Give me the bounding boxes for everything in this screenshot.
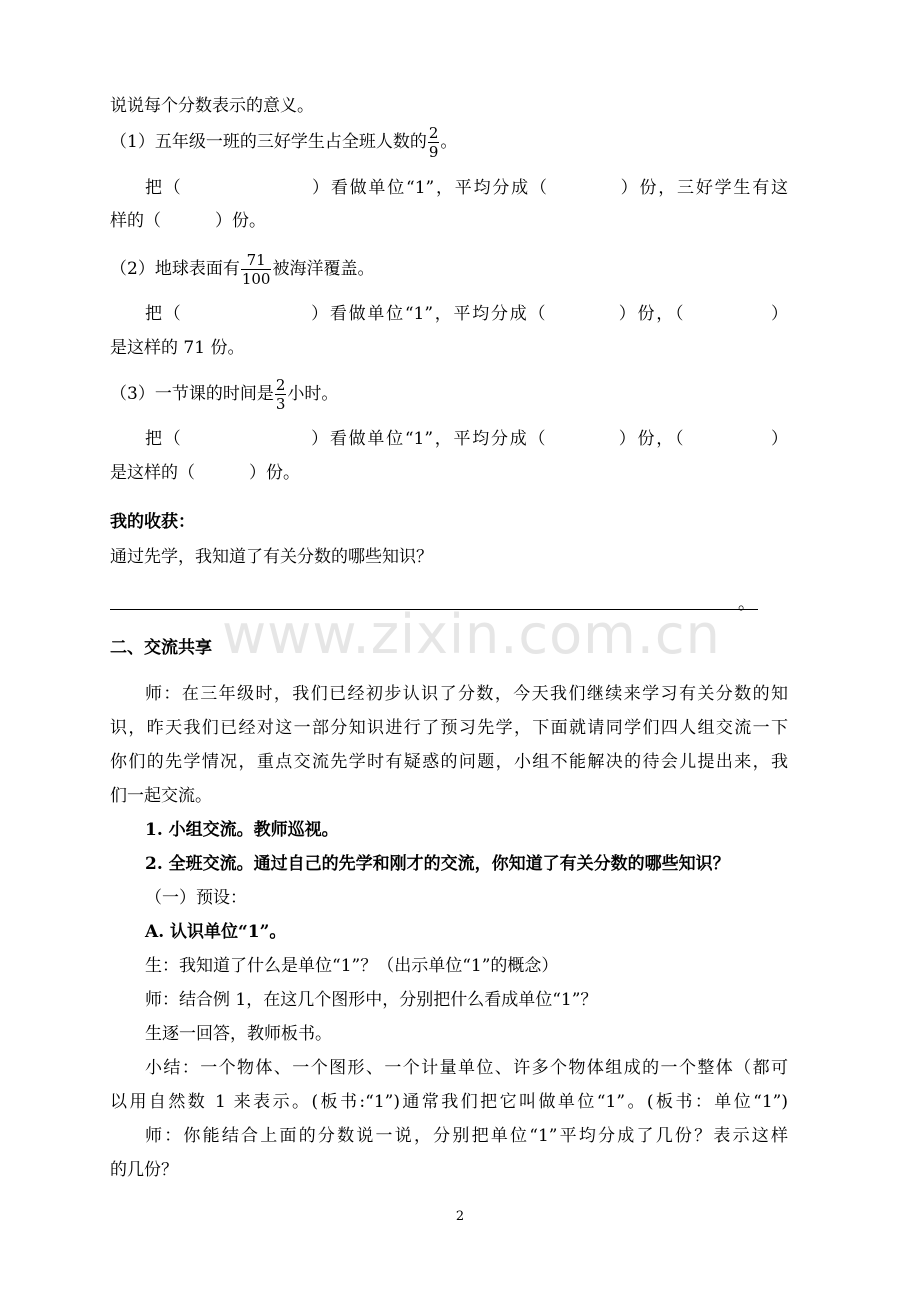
page-number: 2	[455, 1209, 465, 1224]
item-3-fill-line-b: 是这样的（ ）份。	[110, 463, 301, 483]
preset-label: （一）预设：	[145, 888, 247, 908]
item-1-fill-line-b: 样的（ ）份。	[110, 211, 267, 231]
point-a-heading: A. 认识单位“1”。	[145, 922, 287, 942]
dialogue-note: 生逐一回答，教师板书。	[145, 1024, 332, 1044]
dialogue-teacher-1: 师：结合例 1，在这几个图形中，分别把什么看成单位“1”？	[145, 990, 598, 1010]
item-2-fill-line-a: 把（ ）看做单位“1”，平均分成（ ）份，（ ）	[145, 304, 788, 324]
para1-line-2: 识，昨天我们已经对这一部分知识进行了预习先学，下面就请同学们四人组交流一下	[110, 718, 788, 738]
item-3-text: （3）一节课的时间是	[110, 384, 274, 404]
answer-line-end: 。	[738, 594, 755, 614]
fraction-2-3: $\frac{2}{3}$	[275, 376, 286, 413]
item-1-fill-line-a: 把（ ）看做单位“1”，平均分成（ ）份，三好学生有这	[145, 178, 788, 198]
step-1: 1. 小组交流。教师巡视。	[145, 820, 339, 840]
dialogue-student-1: 生：我知道了什么是单位“1”？（出示单位“1”的概念）	[145, 956, 559, 976]
fraction-2-9: $\frac{2}{9}$	[428, 124, 439, 161]
summary-line-2: 以用自然数 1 来表示。(板书:“1”)通常我们把它叫做单位“1”。(板书：单位“1”)	[110, 1092, 788, 1112]
last-line-1: 师：你能结合上面的分数说一说，分别把单位“1”平均分成了几份？表示这样	[145, 1126, 788, 1146]
summary-line-1: 小结：一个物体、一个图形、一个计量单位、许多个物体组成的一个整体（都可	[145, 1058, 788, 1078]
step-2: 2. 全班交流。通过自己的先学和刚才的交流，你知道了有关分数的哪些知识？	[145, 854, 730, 874]
harvest-heading: 我的收获：	[110, 512, 195, 532]
last-line-2: 的几份？	[110, 1160, 178, 1180]
para1-line-3: 你们的先学情况，重点交流先学时有疑惑的问题，小组不能解决的待会儿提出来，我	[110, 752, 788, 772]
item-2-text: （2）地球表面有	[110, 259, 240, 279]
item-3-fill-line-a: 把（ ）看做单位“1”，平均分成（ ）份，（ ）	[145, 429, 788, 449]
item-2: （2）地球表面有 $\frac{71}{100}$ 被海洋覆盖。	[110, 251, 375, 288]
watermark: www.zixin.com.cn	[222, 603, 721, 666]
para1-line-4: 们一起交流。	[110, 786, 212, 806]
item-2-fill-line-b: 是这样的 71 份。	[110, 338, 245, 358]
para1-line-1: 师：在三年级时，我们已经初步认识了分数，今天我们继续来学习有关分数的知	[145, 684, 788, 704]
preview-intro: 说说每个分数表示的意义。	[110, 96, 314, 116]
item-1-text: （1）五年级一班的三好学生占全班人数的	[110, 132, 427, 152]
section-2-heading: 二、交流共享	[110, 638, 212, 658]
harvest-question: 通过先学，我知道了有关分数的哪些知识？	[110, 547, 433, 567]
fraction-71-100: $\frac{71}{100}$	[241, 251, 271, 288]
item-1: （1）五年级一班的三好学生占全班人数的 $\frac{2}{9}$ 。	[110, 124, 458, 161]
item-3: （3）一节课的时间是 $\frac{2}{3}$ 小时。	[110, 376, 339, 413]
